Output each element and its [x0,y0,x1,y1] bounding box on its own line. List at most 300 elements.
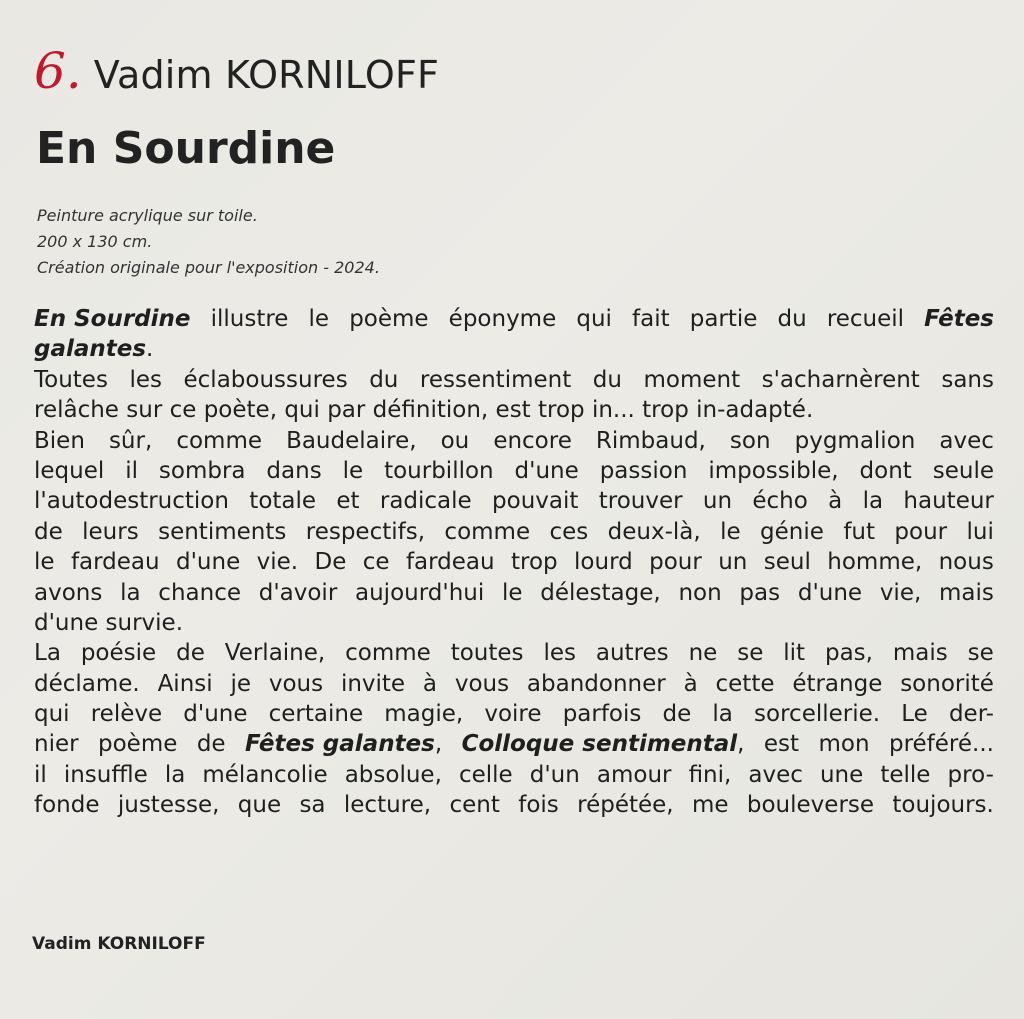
description-word [764,547,811,577]
description-word [266,456,321,486]
word-text: vie. [256,549,299,576]
description-word [827,304,904,334]
description-word [795,426,916,456]
word-text: hauteur [903,488,994,515]
word-text: nier [34,731,79,758]
emphasized-text: Fêtes [924,306,994,332]
description-word [515,456,579,486]
description-word [120,578,140,608]
description-word [818,729,869,759]
description-word [202,760,327,790]
word-text: pour [649,549,702,576]
word-text: s'acharnèrent [761,366,920,393]
word-text: parfois [562,701,642,728]
description-word [968,638,994,668]
word-text: homme, [827,549,923,576]
description-word [269,669,323,699]
description-word [384,699,463,729]
word-text: sentiments [158,518,287,545]
word-text: mon [818,731,870,758]
word-text: le [342,457,364,484]
description-word [748,760,803,790]
description-word [720,517,741,547]
description-word [34,456,104,486]
word-text: la [120,579,141,606]
word-text: la [712,701,733,728]
description-word [692,790,729,820]
word-text: se [967,640,994,667]
word-text: il [125,457,138,484]
word-text: préféré... [888,731,994,758]
description-word [716,669,775,699]
word-text: dont [859,457,912,484]
description-word [762,365,920,395]
word-text: avons [34,579,103,606]
artwork-number: 6. [34,42,82,100]
description-line [34,669,994,699]
word-text: magie, [384,701,464,728]
word-text: étrange [792,670,883,697]
description-word [889,729,994,759]
word-text: pas [739,579,781,606]
description-line [34,334,994,364]
word-text: , [434,731,443,758]
description-word [34,486,229,516]
description-line [34,547,994,577]
description-word [159,456,246,486]
word-text: de [196,731,226,758]
word-text: passion [599,457,688,484]
word-text: d'une survie. [34,609,184,636]
word-text: trop [511,549,558,576]
description-word [380,486,472,516]
word-text: sûr, [108,427,153,454]
word-text: relâche sur ce poète, qui par définition, est trop in... trop in-adapté. [34,397,814,424]
word-text: fardeau [70,549,160,576]
word-text: d'une [176,549,241,576]
word-text: voire [484,701,542,728]
word-text: d'un [529,761,580,788]
word-text: tourbillon [384,457,494,484]
word-text: à [422,670,438,697]
word-text: ces [549,518,589,545]
description-word [689,638,718,668]
word-text: est [763,731,800,758]
description-word [81,638,156,668]
artist-name: Vadim KORNILOFF [93,53,440,97]
word-text: chance [158,579,241,606]
word-text: aujourd'hui [355,579,485,606]
word-text: sombra [158,457,246,484]
word-text: vous [268,670,324,697]
description-word [34,334,153,364]
word-text: relève [90,701,163,728]
description-word [563,699,642,729]
word-text: à [828,488,843,515]
description-word [462,729,745,759]
word-text: une [819,761,864,788]
description-word [420,365,571,395]
description-word [754,699,880,729]
word-text: l'autodestruction [34,488,229,515]
description-word [530,760,580,790]
artwork-title: En Sourdine [36,123,336,174]
description-word [863,486,883,516]
word-text: invite [340,670,406,697]
description-word [369,365,398,395]
word-text: déclame. [34,670,140,697]
word-text: recueil [826,306,905,332]
description-word [34,638,61,668]
description-line [34,456,994,486]
description-word [176,547,240,577]
word-text: fait [632,306,670,332]
word-text: ne [688,640,718,667]
description-word [91,699,162,729]
word-text: fut [843,518,876,545]
word-text: mais [939,579,994,606]
word-text: avec [748,761,803,788]
artwork-dimensions: 200 x 130 cm. [37,232,153,251]
word-text: comme [444,518,531,545]
description-word [441,426,470,456]
word-text: abandonner [526,670,666,697]
description-word [689,760,732,790]
description-word [760,517,824,547]
word-text: Ainsi [157,670,213,697]
description-word [345,760,442,790]
description-word [34,729,79,759]
description-line [34,486,994,516]
description-word [828,486,842,516]
word-text: toutes [450,640,524,667]
description-word [827,547,922,577]
description-word [596,638,669,668]
description-line [34,699,994,729]
word-text: sonorité [900,670,994,697]
word-text: écho [752,488,808,515]
word-text: d'une [514,457,579,484]
word-text: lecture, [343,792,432,819]
description-word [730,426,771,456]
word-text: Verlaine, [224,640,326,667]
word-text: sans [941,366,994,393]
word-text: de [662,701,692,728]
word-text: absolue, [344,761,442,788]
description-word [574,547,633,577]
description-word [967,517,994,547]
word-text: du [777,306,807,332]
description-word [82,517,139,547]
description-word [34,517,63,547]
description-word [125,456,138,486]
word-text: amour [596,761,672,788]
word-text: le [720,518,741,545]
description-word [502,578,523,608]
word-text: d'avoir [258,579,338,606]
description-word [577,790,673,820]
word-text: pygmalion [794,427,916,454]
description-word [894,517,947,547]
description-word [747,790,874,820]
description-word [197,729,226,759]
description-word [129,365,162,395]
description-word [550,517,589,547]
emphasized-text: galantes [34,336,147,363]
artwork-header [34,42,440,100]
description-word [752,486,807,516]
word-text: délestage, [540,579,661,606]
description-line [34,304,994,334]
description-word [900,669,994,699]
description-word [249,486,316,516]
emphasized-text: En Sourdine [34,306,191,332]
word-text: de [34,518,63,545]
word-text: poème [98,731,178,758]
word-text: lequel [34,457,105,484]
description-word [183,699,247,729]
description-word [737,638,763,668]
description-word [484,699,541,729]
description-word [176,426,262,456]
description-word [384,456,494,486]
description-line [34,729,994,759]
word-text: pro- [947,761,994,788]
description-word [678,578,721,608]
description-word [933,456,994,486]
description-word [903,486,993,516]
word-text: lit [783,640,806,667]
word-text: justesse, [117,792,220,819]
description-word [257,547,298,577]
word-text: comme [345,640,431,667]
word-text: bouleverse [746,792,875,819]
word-text: fois [518,792,559,819]
description-word [449,304,557,334]
description-word [34,304,191,334]
word-text: non [678,579,722,606]
word-text: mais [892,640,948,667]
description-word [344,790,431,820]
word-text: la [164,761,186,788]
description-line [34,578,994,608]
description-word [543,638,576,668]
description-word [459,760,513,790]
word-text: me [691,792,729,819]
description-word [880,760,930,790]
description-word [444,517,530,547]
description-word [941,365,994,395]
word-text: du [369,366,399,393]
description-line [34,395,994,425]
description-word [363,547,390,577]
description-word [34,790,100,820]
word-text: le [501,579,523,606]
description-word [708,456,838,486]
description-word [423,669,437,699]
description-word [576,304,612,334]
word-text: de [176,640,205,667]
description-word [518,790,559,820]
description-word [597,760,672,790]
word-text: les [543,640,576,667]
description-word [98,729,177,759]
word-text: les [129,366,162,393]
artwork-creation-note: Création originale pour l'exposition - 2024. [37,258,380,277]
word-text: trouver [598,488,683,515]
word-text: éponyme [448,306,557,332]
description-word [718,547,747,577]
description-word [109,426,152,456]
word-text: vous [454,670,510,697]
word-text: que [237,792,282,819]
description-word [632,304,670,334]
description-word [34,426,85,456]
word-text: Baudelaire, [286,427,417,454]
description-word [238,790,281,820]
description-word [355,578,484,608]
description-word [286,426,417,456]
description-word [34,699,70,729]
description-word [820,760,863,790]
description-line [34,608,994,638]
description-word [608,517,701,547]
emphasized-text: Fêtes galantes [244,731,435,758]
word-text: poésie [80,640,157,667]
description-word [893,638,948,668]
description-word [455,669,509,699]
description-word [949,699,994,729]
description-word [449,790,499,820]
description-line [34,365,994,395]
word-text: La [34,640,61,667]
word-text: dans [266,457,322,484]
word-text: seule [932,457,994,484]
description-word [225,638,325,668]
emphasized-text: Colloque sentimental [461,731,738,758]
word-text: qui [34,701,70,728]
description-line [34,426,994,456]
description-word [511,547,558,577]
description-word [599,486,683,516]
description-word [798,578,862,608]
artwork-description [34,304,994,821]
description-word [34,365,108,395]
word-text: comme [176,427,263,454]
word-text: cette [715,670,775,697]
word-text: pouvait [492,488,579,515]
word-text: je [230,670,252,697]
description-line [34,638,994,668]
description-line [34,760,994,790]
description-word [764,729,799,759]
description-word [880,578,921,608]
word-text: certaine [268,701,364,728]
description-word [593,365,622,395]
word-text: sorcellerie. [754,701,881,728]
word-text: ce [362,549,390,576]
description-word [939,547,994,577]
description-word [778,304,807,334]
word-text: un [718,549,748,576]
description-word [493,426,572,456]
word-text: sa [299,792,326,819]
word-text: mélancolie [202,761,328,788]
word-text: moment [643,366,741,393]
word-text: insuffle [63,761,148,788]
artwork-medium: Peinture acrylique sur toile. [37,206,258,225]
word-text: lui [966,518,994,545]
word-text: , [737,731,745,758]
word-text: d'une [183,701,248,728]
description-word [406,547,495,577]
description-word [309,304,330,334]
word-text: répétée, [577,792,674,819]
description-word [245,729,442,759]
word-text: seul [763,549,811,576]
word-text: se [737,640,764,667]
description-word [34,547,55,577]
description-word [600,456,688,486]
word-text: fonde [34,792,100,819]
word-text: poème [349,306,429,332]
description-word [783,638,805,668]
description-word [118,790,220,820]
description-word [343,456,364,486]
word-text: leurs [82,518,139,545]
description-word [643,365,740,395]
description-word [230,669,251,699]
word-text: impossible, [708,457,839,484]
word-text: cent [449,792,500,819]
description-word [948,760,994,790]
word-text: vie, [879,579,922,606]
description-word [939,426,994,456]
description-line [34,790,994,820]
word-text: der- [948,701,994,728]
description-word [451,638,524,668]
description-word [792,669,882,699]
word-text: Le [901,701,928,728]
description-word [739,578,780,608]
word-text: . [146,336,154,363]
word-text: pour [894,518,948,545]
word-text: ou [440,427,470,454]
author-signature: Vadim KORNILOFF [32,934,206,954]
description-word [269,699,363,729]
description-word [540,578,660,608]
word-text: le [34,549,55,576]
word-text: qui [576,306,612,332]
word-text: celle [458,761,513,788]
word-text: ressentiment [419,366,572,393]
description-word [345,638,431,668]
word-text: le [308,306,330,332]
word-text: un [702,488,733,515]
word-text: génie [760,518,824,545]
description-word [939,578,994,608]
word-text: encore [493,427,572,454]
word-text: radicale [379,488,472,515]
description-word [527,669,666,699]
description-word [259,578,338,608]
description-word [860,456,912,486]
word-text: De [314,549,347,576]
description-word [299,790,325,820]
description-word [892,790,993,820]
word-text: Bien [34,427,85,454]
description-word [176,638,205,668]
